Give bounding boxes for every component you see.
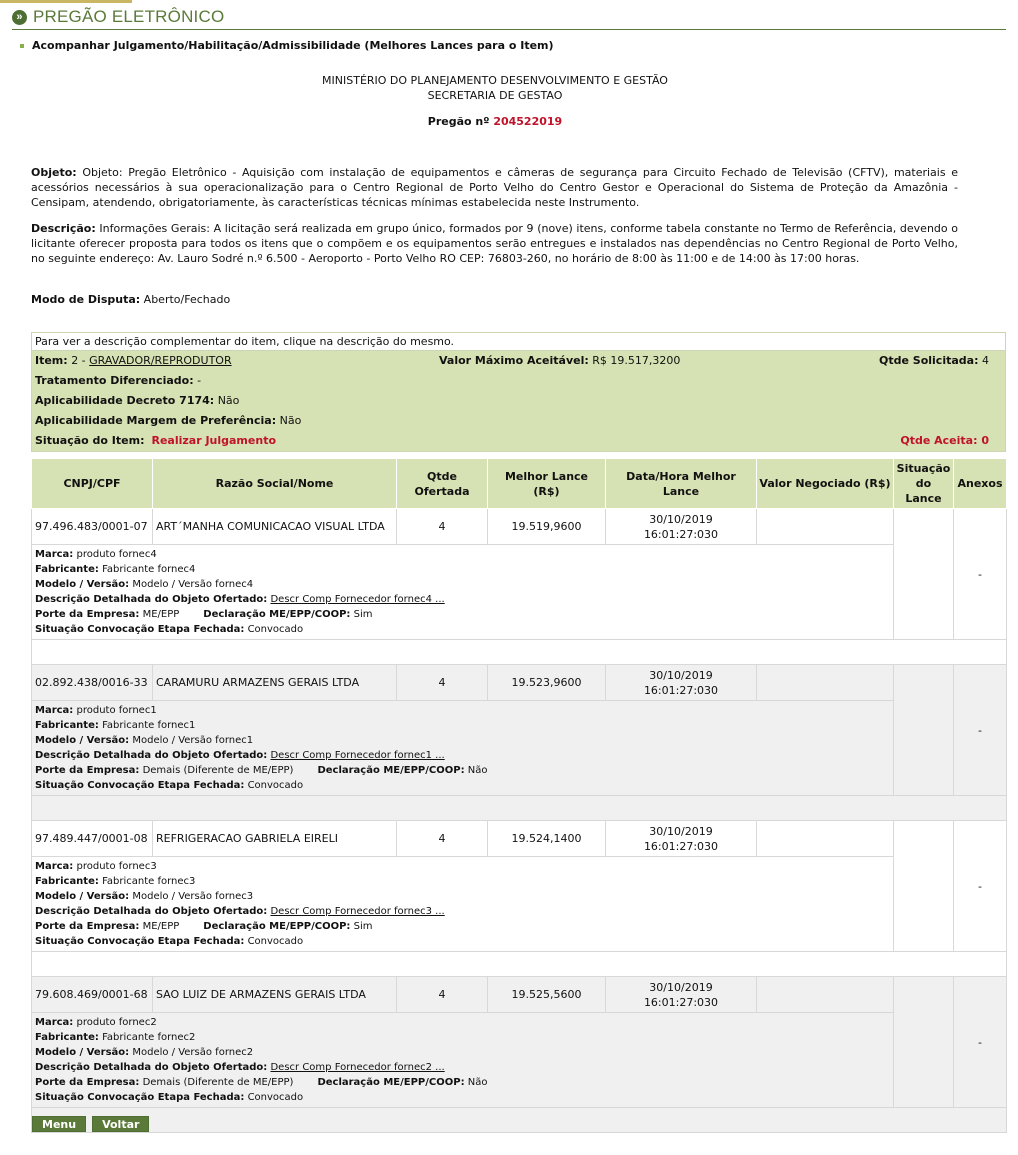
breadcrumb [20, 39, 554, 52]
separator-row [32, 1108, 1007, 1133]
razao-cell: REFRIGERACAO GABRIELA EIRELI [153, 821, 397, 857]
descricao-label: Descrição: [31, 222, 96, 235]
fabricante-label: Fabricante: [35, 564, 99, 575]
descricao-paragraph [31, 221, 958, 266]
situacao-conv-label: Situação Convocação Etapa Fechada: [35, 936, 245, 947]
separator-row [32, 796, 1007, 821]
razao-cell: ART´MANHA COMUNICACAO VISUAL LTDA [153, 509, 397, 545]
situacao-conv-label: Situação Convocação Etapa Fechada: [35, 624, 245, 635]
objeto-text: Objeto: Pregão Eletrônico - Aquisição com instalação de equipamentos e câmeras de segurança para Circuito Fechado de Televisão (CFTV), materiais e acessórios necessários à sua operacionalização para o Centro Regional de Porto Velho do Centro Gestor e Operacional do Sistema de Proteção da Amazônia - Censipam, atendendo, obrigatoriamente, às características técnicas mínimas estabelecida neste Instrumento. [31, 166, 959, 209]
menu-button[interactable]: Menu [32, 1116, 86, 1132]
detail-row [32, 545, 1007, 640]
table-row [32, 977, 1007, 1013]
tratamento-label: Tratamento Diferenciado: [35, 374, 194, 387]
declaracao-label: Declaração ME/EPP/COOP: [203, 921, 351, 932]
declaracao-value: Sim [353, 921, 373, 932]
descricao-label: Descrição Detalhada do Objeto Ofertado: [35, 906, 268, 917]
lance-cell: 19.519,9600 [488, 509, 606, 545]
bids-body [32, 509, 1007, 1133]
qtde-solicitada [879, 354, 989, 367]
lance-time: 16:01:27:030 [643, 839, 719, 853]
modo-disputa [31, 292, 958, 307]
fabricante-value: Fabricante fornec4 [102, 564, 196, 575]
situacao-lance-cell [894, 665, 954, 796]
secretariat-name: SECRETARIA DE GESTAO [427, 89, 563, 102]
col-cnpj: CNPJ/CPF [32, 459, 153, 509]
detail-row [32, 1013, 1007, 1108]
detail-cell [32, 701, 894, 796]
lance-cell: 19.525,5600 [488, 977, 606, 1013]
marca-value: produto fornec2 [76, 1017, 157, 1028]
bullet-icon [20, 44, 24, 48]
situacao-row [32, 431, 1005, 451]
anexos-cell: - [954, 821, 1007, 952]
situacao-conv-label: Situação Convocação Etapa Fechada: [35, 1092, 245, 1103]
col-negociado: Valor Negociado (R$) [757, 459, 894, 509]
declaracao-label: Declaração ME/EPP/COOP: [317, 765, 465, 776]
fabricante-label: Fabricante: [35, 720, 99, 731]
pregao-label: Pregão nº [427, 115, 490, 128]
data-hora-cell [606, 821, 757, 857]
table-row [32, 665, 1007, 701]
fabricante-value: Fabricante fornec2 [102, 1032, 196, 1043]
fabricante-label: Fabricante: [35, 876, 99, 887]
aceita-value: 0 [981, 434, 989, 447]
situacao-lance-cell [894, 821, 954, 952]
qtde-cell: 4 [397, 977, 488, 1013]
negociado-cell [757, 977, 894, 1013]
item-row [32, 351, 1005, 371]
item-panel [31, 332, 1006, 452]
descricao-link[interactable]: Descr Comp Fornecedor fornec1 ... [270, 750, 445, 761]
qtde-cell: 4 [397, 509, 488, 545]
situacao-lance-cell [894, 977, 954, 1108]
objeto-label: Objeto: [31, 166, 77, 179]
decreto-label: Aplicabilidade Decreto 7174: [35, 394, 215, 407]
cnpj-cell: 79.608.469/0001-68 [32, 977, 153, 1013]
bids-table [31, 458, 1007, 1133]
pregao-title [0, 115, 990, 128]
declaracao-label: Declaração ME/EPP/COOP: [317, 1077, 465, 1088]
porte-value: Demais (Diferente de ME/EPP) [142, 765, 294, 776]
item-summary [32, 351, 1005, 451]
descricao-label: Descrição Detalhada do Objeto Ofertado: [35, 1062, 268, 1073]
modelo-value: Modelo / Versão fornec1 [132, 735, 254, 746]
col-qtde: Qtde Ofertada [397, 459, 488, 509]
col-anexos: Anexos [954, 459, 1007, 509]
descricao-link[interactable]: Descr Comp Fornecedor fornec3 ... [270, 906, 445, 917]
situacao-conv-value: Convocado [247, 936, 304, 947]
valor-maximo [439, 354, 680, 367]
anexos-cell: - [954, 509, 1007, 640]
separator-row [32, 952, 1007, 977]
item-hint: Para ver a descrição complementar do item, clique na descrição do mesmo. [32, 333, 1005, 351]
separator-cell [32, 640, 1007, 665]
item-number: 2 - [71, 354, 86, 367]
item-label: Item: [35, 354, 68, 367]
porte-value: ME/EPP [142, 609, 180, 620]
detail-row [32, 857, 1007, 952]
fabricante-value: Fabricante fornec3 [102, 876, 196, 887]
detail-row [32, 701, 1007, 796]
valor-label: Valor Máximo Aceitável: [439, 354, 589, 367]
porte-label: Porte da Empresa: [35, 609, 140, 620]
marca-value: produto fornec1 [76, 705, 157, 716]
anexos-cell: - [954, 665, 1007, 796]
separator-row [32, 640, 1007, 665]
marca-value: produto fornec3 [76, 861, 157, 872]
descricao-label: Descrição Detalhada do Objeto Ofertado: [35, 594, 268, 605]
table-row [32, 821, 1007, 857]
decreto-value: Não [217, 394, 240, 407]
brand-logo [12, 7, 224, 27]
lance-time: 16:01:27:030 [643, 995, 719, 1009]
valor-value: R$ 19.517,3200 [592, 354, 681, 367]
situacao-conv-value: Convocado [247, 1092, 304, 1103]
razao-cell: CARAMURU ARMAZENS GERAIS LTDA [153, 665, 397, 701]
modo-label: Modo de Disputa: [31, 293, 141, 306]
anexos-cell: - [954, 977, 1007, 1108]
detail-cell [32, 1013, 894, 1108]
qtde-aceita [900, 434, 989, 447]
chevron-right-icon: » [12, 10, 27, 25]
declaracao-value: Sim [353, 609, 373, 620]
marca-label: Marca: [35, 705, 74, 716]
qtde-cell: 4 [397, 821, 488, 857]
marca-label: Marca: [35, 1017, 74, 1028]
tratamento-row [32, 371, 1005, 391]
fabricante-label: Fabricante: [35, 1032, 99, 1043]
declaracao-value: Não [467, 765, 488, 776]
pregao-number: 204522019 [493, 115, 563, 128]
detail-cell [32, 545, 894, 640]
modelo-label: Modelo / Versão: [35, 1047, 130, 1058]
header-divider [12, 29, 1006, 30]
margem-row [32, 411, 1005, 431]
col-data: Data/Hora Melhor Lance [606, 459, 757, 509]
separator-cell [32, 952, 1007, 977]
voltar-button[interactable]: Voltar [92, 1116, 149, 1132]
situacao-label: Situação do Item: [35, 434, 145, 447]
marca-value: produto fornec4 [76, 549, 157, 560]
lance-time: 16:01:27:030 [643, 683, 719, 697]
declaracao-label: Declaração ME/EPP/COOP: [203, 609, 351, 620]
situacao-conv-value: Convocado [247, 780, 304, 791]
descricao-link[interactable]: Descr Comp Fornecedor fornec2 ... [270, 1062, 445, 1073]
data-hora-cell [606, 509, 757, 545]
situacao-conv-label: Situação Convocação Etapa Fechada: [35, 780, 245, 791]
brand-title: PREGÃO ELETRÔNICO [33, 7, 225, 26]
lance-cell: 19.523,9600 [488, 665, 606, 701]
modelo-value: Modelo / Versão fornec2 [132, 1047, 254, 1058]
modelo-label: Modelo / Versão: [35, 891, 130, 902]
porte-label: Porte da Empresa: [35, 921, 140, 932]
porte-label: Porte da Empresa: [35, 1077, 140, 1088]
margem-label: Aplicabilidade Margem de Preferência: [35, 414, 277, 427]
situacao-lance-cell [894, 509, 954, 640]
lance-cell: 19.524,1400 [488, 821, 606, 857]
cnpj-cell: 02.892.438/0016-33 [32, 665, 153, 701]
negociado-cell [757, 821, 894, 857]
table-row [32, 509, 1007, 545]
data-hora-cell [606, 665, 757, 701]
brand-accent-line [0, 0, 132, 3]
item-description-link[interactable]: GRAVADOR/REPRODUTOR [89, 354, 232, 367]
porte-value: ME/EPP [142, 921, 180, 932]
data-hora-cell [606, 977, 757, 1013]
breadcrumb-text: Acompanhar Julgamento/Habilitação/Admissibilidade (Melhores Lances para o Item) [32, 39, 554, 52]
modo-value: Aberto/Fechado [143, 293, 231, 306]
modelo-label: Modelo / Versão: [35, 579, 130, 590]
agency-block [0, 73, 990, 103]
situacao-value: Realizar Julgamento [151, 434, 277, 447]
objeto-paragraph [31, 165, 958, 210]
detail-cell [32, 857, 894, 952]
negociado-cell [757, 665, 894, 701]
cnpj-cell: 97.496.483/0001-07 [32, 509, 153, 545]
porte-label: Porte da Empresa: [35, 765, 140, 776]
margem-value: Não [279, 414, 302, 427]
button-bar [32, 1116, 149, 1132]
tratamento-value: - [197, 374, 202, 387]
cnpj-cell: 97.489.447/0001-08 [32, 821, 153, 857]
razao-cell: SAO LUIZ DE ARMAZENS GERAIS LTDA [153, 977, 397, 1013]
marca-label: Marca: [35, 549, 74, 560]
declaracao-value: Não [467, 1077, 488, 1088]
qtde-label: Qtde Solicitada: [879, 354, 979, 367]
lance-date: 30/10/2019 [649, 668, 713, 682]
lance-date: 30/10/2019 [649, 980, 713, 994]
fabricante-value: Fabricante fornec1 [102, 720, 196, 731]
ministry-name: MINISTÉRIO DO PLANEJAMENTO DESENVOLVIMENTO E GESTÃO [322, 74, 668, 87]
modelo-value: Modelo / Versão fornec4 [132, 579, 254, 590]
porte-value: Demais (Diferente de ME/EPP) [142, 1077, 294, 1088]
brand-bar [0, 0, 1006, 32]
situacao-conv-value: Convocado [247, 624, 304, 635]
descricao-label: Descrição Detalhada do Objeto Ofertado: [35, 750, 268, 761]
modelo-value: Modelo / Versão fornec3 [132, 891, 254, 902]
decreto-row [32, 391, 1005, 411]
separator-cell [32, 1108, 1007, 1133]
table-header [32, 459, 1007, 509]
col-lance: Melhor Lance (R$) [488, 459, 606, 509]
col-razao: Razão Social/Nome [153, 459, 397, 509]
lance-time: 16:01:27:030 [643, 527, 719, 541]
col-situacao: Situação do Lance [894, 459, 954, 509]
lance-date: 30/10/2019 [649, 824, 713, 838]
separator-cell [32, 796, 1007, 821]
lance-date: 30/10/2019 [649, 512, 713, 526]
negociado-cell [757, 509, 894, 545]
descricao-text: Informações Gerais: A licitação será realizada em grupo único, formados por 9 (nove) itens, conforme tabela constante no Termo de Referência, devendo o licitante oferecer proposta para todos os itens que o compõem e os equipamentos serão entregues e instalados nas dependências no Centro Regional de Porto Velho, no seguinte endereço: Av. Lauro Sodré n.º 6.500 - Aeroporto - Porto Velho RO CEP: 76803-260, no horário de 8:00 às 11:00 e de 14:00 às 17:00 horas. [31, 222, 958, 265]
aceita-label: Qtde Aceita: [900, 434, 978, 447]
modelo-label: Modelo / Versão: [35, 735, 130, 746]
descricao-link[interactable]: Descr Comp Fornecedor fornec4 ... [270, 594, 445, 605]
qtde-cell: 4 [397, 665, 488, 701]
marca-label: Marca: [35, 861, 74, 872]
qtde-value: 4 [981, 354, 989, 367]
